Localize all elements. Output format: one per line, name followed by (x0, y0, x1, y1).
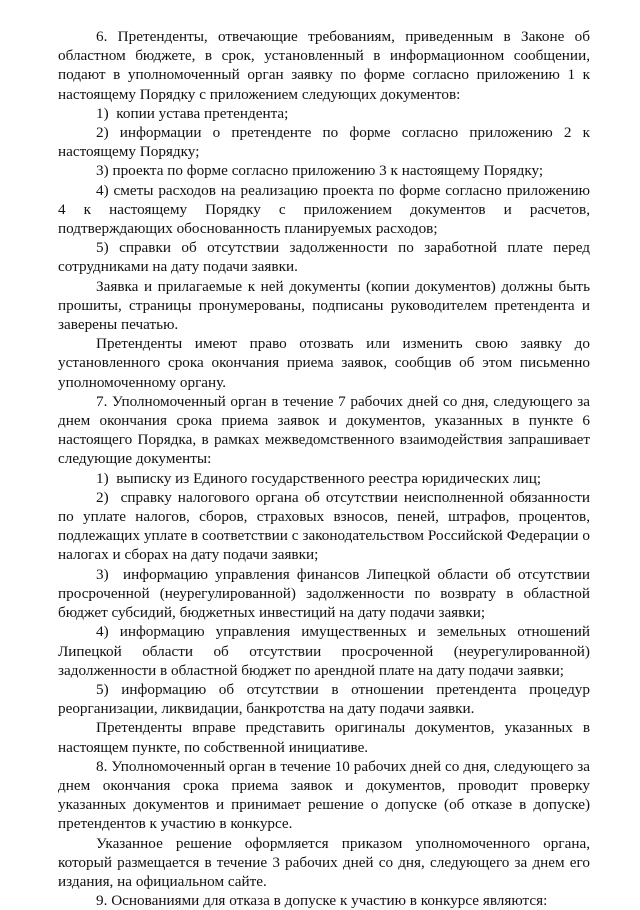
list-item-cost-estimate: 4) сметы расходов на реализацию проекта по форме согласно приложению 4 к настоящему Порядку с приложением документов и расчетов, подтверждающих обоснованность планируемых расходов; (58, 181, 590, 238)
paragraph-item-8: 8. Уполномоченный орган в течение 10 рабочих дней со дня, следующего за днем окончания срока приема заявок и документов, проводит проверку указанных документов и принимает решение о допуске (об отказе в допуске) претендентов к участию в конкурсе. (58, 757, 590, 833)
list-item-applicant-info: 2) информации о претенденте по форме согласно приложению 2 к настоящему Порядку; (58, 124, 590, 161)
list-item-reorganization-info: 5) информацию об отсутствии в отношении претендента процедур реорганизации, ликвидации, банкротства на дату подачи заявки. (58, 680, 590, 718)
paragraph-application-binding: Заявка и прилагаемые к ней документы (копии документов) должны быть прошиты, страницы пронумерованы, подписаны руководителем претендента и заверены печатью. (58, 277, 590, 334)
paragraph-withdraw-right: Претенденты имеют право отозвать или изменить свою заявку до установленного срока окончания приема заявок, сообщив об этом письменно уполномоченному органу. (58, 335, 590, 391)
list-item-no-wage-debt: 5) справки об отсутствии задолженности по заработной плате перед сотрудниками на дату подачи заявки. (58, 239, 590, 276)
paragraph-item-7-intro: 7. Уполномоченный орган в течение 7 рабочих дней со дня, следующего за днем окончания срока приема заявок и документов, указанных в пункте 6 настоящего Порядка, в рамках межведомственного взаимодействия запрашивает следующие документы: (58, 392, 590, 468)
paragraph-decision-order: Указанное решение оформляется приказом уполномоченного органа, который размещается в течение 3 рабочих дней со дня, следующего за днем его издания, на официальном сайте. (58, 834, 590, 890)
list-item-charter-copies: 1) копии устава претендента; (96, 104, 289, 122)
list-item-property-info: 4) информацию управления имущественных и земельных отношений Липецкой области об отсутствии просроченной (неурегулированной) задолженности в областной бюджет по арендной плате на дату подачи заявки; (58, 623, 590, 679)
list-item-tax-certificate: 2) справку налогового органа об отсутствии неисполненной обязанности по уплате налогов, сборов, страховых взносов, пеней, штрафов, процентов, подлежащих уплате в соответствии с законодательством Российской Федерации о налогах и сборах на дату подачи заявки; (58, 488, 590, 564)
paragraph-own-initiative: Претенденты вправе представить оригиналы документов, указанных в настоящем пункте, по собственной инициативе. (58, 719, 590, 756)
list-item-registry-extract: 1) выписку из Единого государственного реестра юридических лиц; (96, 469, 542, 487)
paragraph-item-9: 9. Основаниями для отказа в допуске к участию в конкурсе являются: (96, 892, 548, 910)
paragraph-item-6-intro: 6. Претенденты, отвечающие требованиям, приведенным в Законе об областном бюджете, в срок, установленный в информационном сообщении, подают в уполномоченный орган заявку по форме согласно приложению 1 к настоящему Порядку с приложением следующих документов: (58, 28, 590, 103)
list-item-project: 3) проекта по форме согласно приложению 3 к настоящему Порядку; (96, 162, 544, 180)
document-body (58, 27, 590, 910)
list-item-finance-info: 3) информацию управления финансов Липецкой области об отсутствии просроченной (неурегулированной) задолженности по возврату в областной бюджет субсидий, бюджетных инвестиций на дату подачи заявки; (58, 565, 590, 622)
